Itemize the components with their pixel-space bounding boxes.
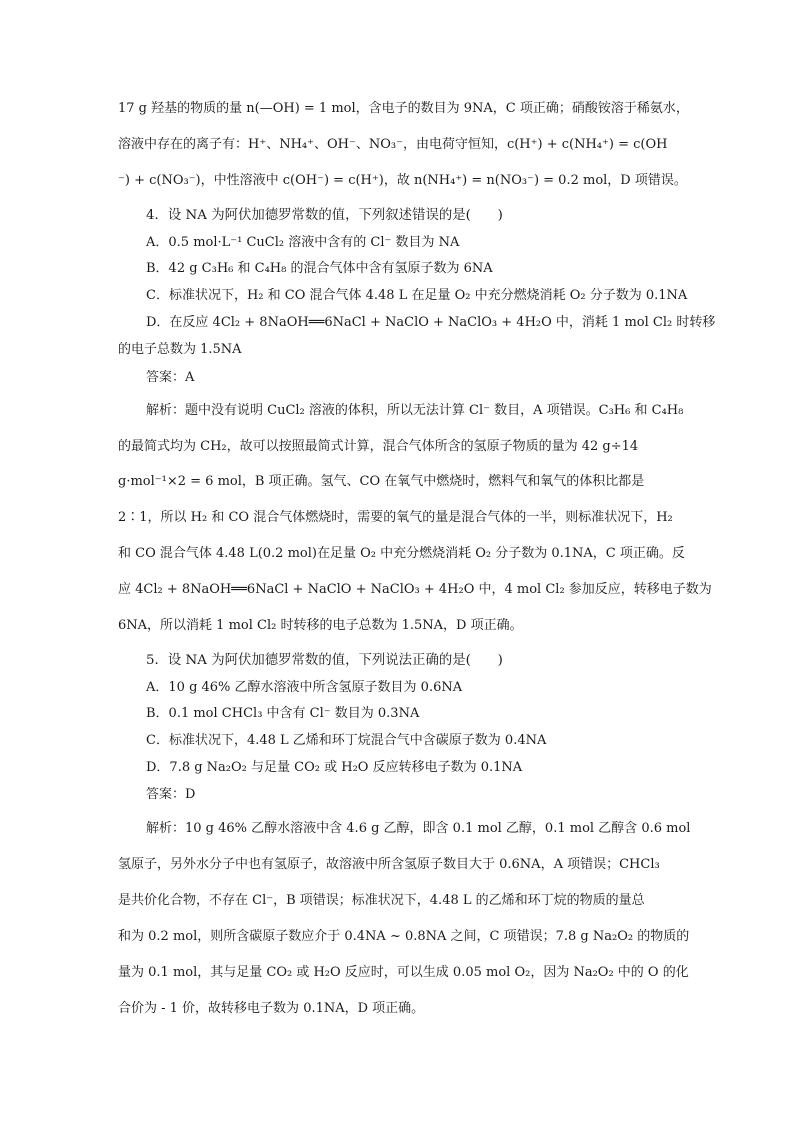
text-line: 的最简式均为 CH₂，故可以按照最简式计算，混合气体所含的氢原子物质的量为 42 g÷14 <box>118 439 639 454</box>
text-line: 是共价化合物，不存在 Cl⁻，B 项错误；标准状况下，4.48 L 的乙烯和环丁烷的物质的量总 <box>118 893 645 908</box>
text-line: 的电子总数为 1.5NA <box>118 342 242 357</box>
text-line: 量为 0.1 mol，其与足量 CO₂ 或 H₂O 反应时，可以生成 0.05 mol O₂，因为 Na₂O₂ 中的 O 的化 <box>118 965 689 980</box>
text-line: 6NA，所以消耗 1 mol Cl₂ 时转移的电子总数为 1.5NA，D 项正确。 <box>118 618 523 633</box>
question-5-stem: 5．设 NA 为阿伏加德罗常数的值，下列说法正确的是( ) <box>146 653 503 668</box>
text-line: 2∶1，所以 H₂ 和 CO 混合气体燃烧时，需要的氧气的量是混合气体的一半，则标准状况下，H₂ <box>118 510 673 525</box>
option-b: B．42 g C₃H₆ 和 C₄H₈ 的混合气体中含有氢原子数为 6NA <box>146 261 493 276</box>
option-d: D．在反应 4Cl₂ + 8NaOH══6NaCl + NaClO + NaClO₃ + 4H₂O 中，消耗 1 mol Cl₂ 时转移 <box>146 315 716 330</box>
option-c: C．标准状况下，H₂ 和 CO 混合气体 4.48 L 在足量 O₂ 中充分燃烧消耗 O₂ 分子数为 0.1NA <box>146 288 688 303</box>
option-a: A．0.5 mol·L⁻¹ CuCl₂ 溶液中含有的 Cl⁻ 数目为 NA <box>146 235 460 250</box>
text-line: 和 CO 混合气体 4.48 L(0.2 mol)在足量 O₂ 中充分燃烧消耗 O₂ 分子数为 0.1NA，C 项正确。反 <box>118 546 685 561</box>
option-d: D．7.8 g Na₂O₂ 与足量 CO₂ 或 H₂O 反应转移电子数为 0.1NA <box>146 760 523 775</box>
text-line: 应 4Cl₂ + 8NaOH══6NaCl + NaClO + NaClO₃ + 4H₂O 中，4 mol Cl₂ 参加反应，转移电子数为 <box>118 582 712 597</box>
text-line: 17 g 羟基的物质的量 n(—OH) = 1 mol，含电子的数目为 9NA，C 项正确；硝酸铵溶于稀氨水， <box>118 101 689 116</box>
answer-label: 答案：D <box>146 787 196 802</box>
text-line: 溶液中存在的离子有：H⁺、NH₄⁺、OH⁻、NO₃⁻，由电荷守恒知，c(H⁺) + c(NH₄⁺) = c(OH <box>118 137 668 152</box>
answer-label: 答案：A <box>146 370 195 385</box>
question-4-stem: 4．设 NA 为阿伏加德罗常数的值，下列叙述错误的是( ) <box>146 208 503 223</box>
text-line: 和为 0.2 mol，则所含碳原子数应介于 0.4NA ~ 0.8NA 之间，C 项错误；7.8 g Na₂O₂ 的物质的 <box>118 929 690 944</box>
analysis-line: 解析：10 g 46% 乙醇水溶液中含 4.6 g 乙醇，即含 0.1 mol 乙醇，0.1 mol 乙醇含 0.6 mol <box>146 821 691 836</box>
text-line: ⁻) + c(NO₃⁻)，中性溶液中 c(OH⁻) = c(H⁺)，故 n(NH₄⁺) = n(NO₃⁻) = 0.2 mol，D 项错误。 <box>118 173 687 188</box>
option-a: A．10 g 46% 乙醇水溶液中所含氢原子数目为 0.6NA <box>146 680 463 695</box>
text-line: 合价为 - 1 价，故转移电子数为 0.1NA，D 项正确。 <box>118 1001 425 1016</box>
text-line: g·mol⁻¹×2 = 6 mol，B 项正确。氢气、CO 在氧气中燃烧时，燃料气和氧气的体积比都是 <box>118 474 645 489</box>
option-b: B．0.1 mol CHCl₃ 中含有 Cl⁻ 数目为 0.3NA <box>146 706 420 721</box>
analysis-line: 解析：题中没有说明 CuCl₂ 溶液的体积，所以无法计算 Cl⁻ 数目，A 项错误。C₃H₆ 和 C₄H₈ <box>146 403 684 418</box>
text-line: 氢原子，另外水分子中也有氢原子，故溶液中所含氢原子数目大于 0.6NA，A 项错误；CHCl₃ <box>118 857 660 872</box>
option-c: C．标准状况下，4.48 L 乙烯和环丁烷混合气中含碳原子数为 0.4NA <box>146 733 547 748</box>
